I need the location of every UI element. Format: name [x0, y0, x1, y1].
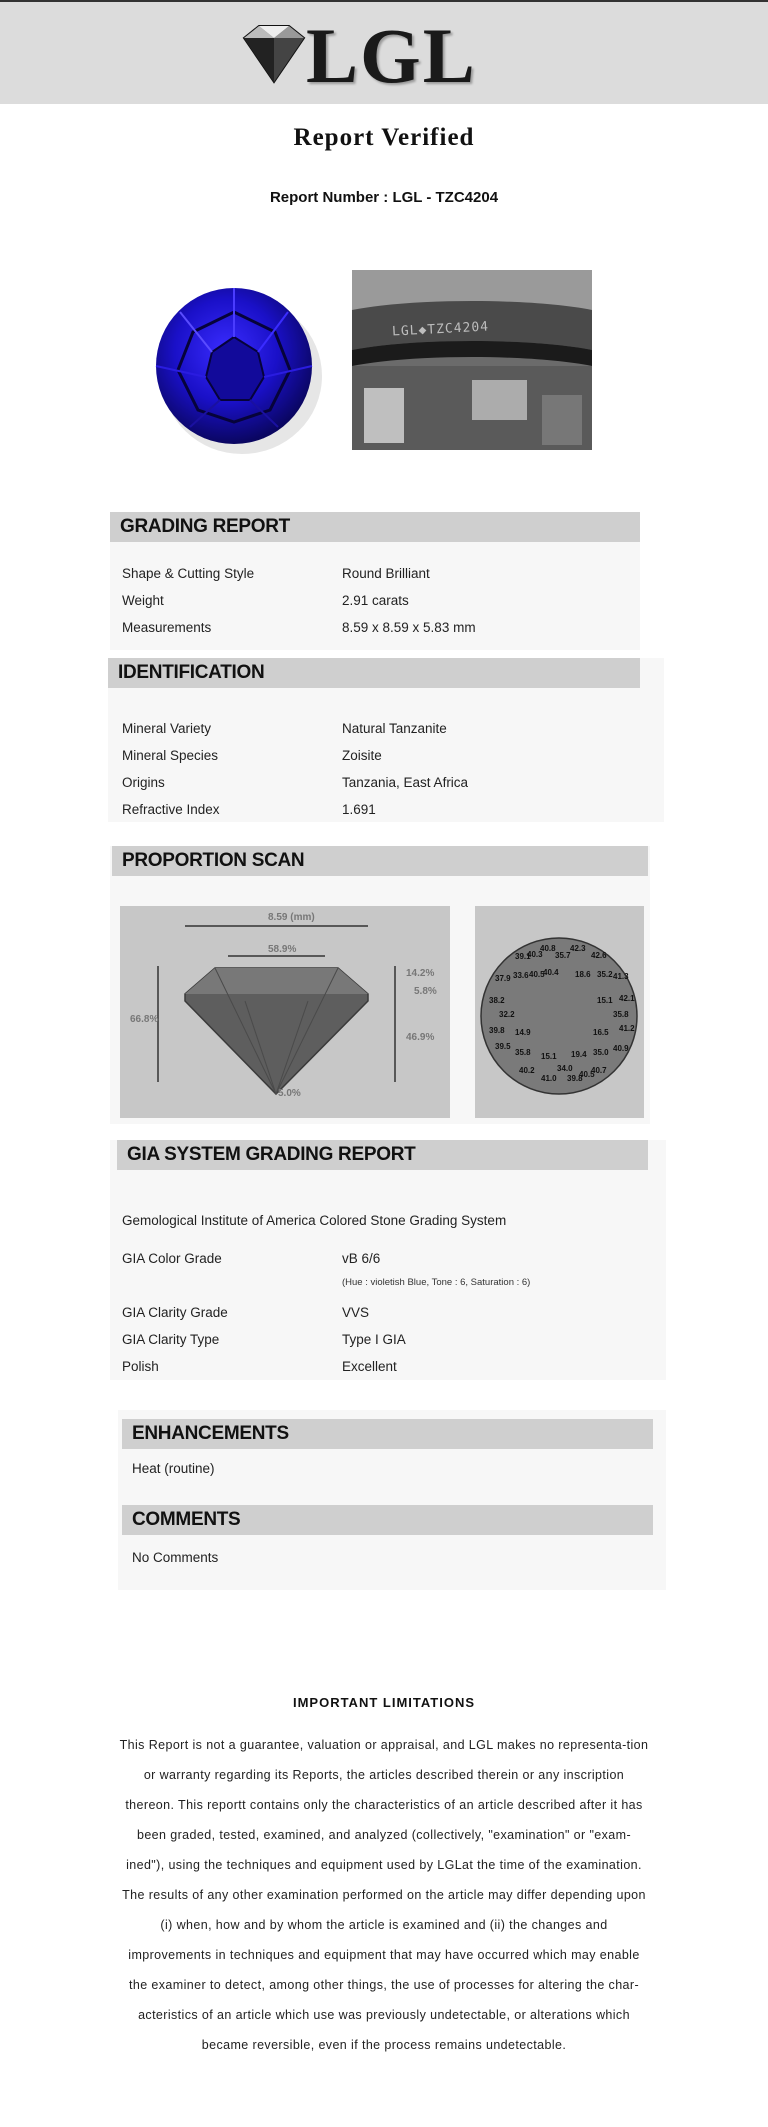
identification-row-value-3: 1.691: [342, 802, 376, 817]
map-value-0: 40.8: [540, 944, 556, 953]
map-value-18: 39.8: [489, 1026, 505, 1035]
map-value-1: 42.3: [570, 944, 586, 953]
enhancements-heading: ENHANCEMENTS: [122, 1419, 653, 1449]
map-value-25: 19.4: [571, 1050, 587, 1059]
gia-row-label-2: Polish: [122, 1359, 159, 1374]
map-value-2: 39.1: [515, 952, 531, 961]
map-value-13: 38.2: [489, 996, 505, 1005]
report-number: Report Number : LGL - TZC4204: [269, 189, 499, 206]
map-value-26: 35.0: [593, 1048, 609, 1057]
map-value-4: 35.7: [555, 951, 571, 960]
pavilion-pct-label: 46.9%: [406, 1032, 435, 1043]
grading-row-label-2: Measurements: [122, 620, 212, 635]
identification-row-value-2: Tanzania, East Africa: [342, 775, 469, 790]
map-value-17: 35.8: [613, 1010, 629, 1019]
map-value-14: 15.1: [597, 996, 613, 1005]
map-value-3: 40.3: [527, 950, 543, 959]
grading-row-value-0: Round Brilliant: [342, 566, 430, 581]
grading-row-value-2: 8.59 x 8.59 x 5.83 mm: [342, 620, 476, 635]
identification-row-label-2: Origins: [122, 775, 165, 790]
map-value-31: 41.0: [541, 1074, 557, 1083]
inscription-text: LGL◆TZC4204: [391, 319, 490, 340]
page-title: Report Verified: [293, 124, 475, 151]
map-value-20: 16.5: [593, 1028, 609, 1037]
limitations-text: This Report is not a guarantee, valuation or appraisal, and LGL makes no representa-tion or warranty regarding its Reports, the articles described therein or any inscription thereon. This reportt contains only the characteristics of an article described after it has been graded, tested, examined, and analyzed (collectively, "examination" or "exam-ined"), using the techniques and equipment used by LGLat the time of the examination. The results of any other examination performed on the article may differ depending upon (i) when, how and by whom the article is examined and (ii) the changes and improvements in techniques and equipment that may have occurred which may enable the examiner to detect, among other things, the use of processes for altering the char-acteristics of an article which use was previously undetectable, or alterations which became reversible, even if the process remains undetectable.: [119, 1738, 649, 2052]
map-value-28: 40.2: [519, 1066, 535, 1075]
map-value-16: 32.2: [499, 1010, 515, 1019]
diamond-icon: [234, 20, 314, 90]
map-value-10: 18.6: [575, 970, 591, 979]
grading-row-label-0: Shape & Cutting Style: [122, 566, 255, 581]
comments-heading: COMMENTS: [122, 1505, 653, 1535]
map-value-22: 39.5: [495, 1042, 511, 1051]
map-value-15: 42.1: [619, 994, 635, 1003]
map-value-6: 37.9: [495, 974, 511, 983]
gia-row-value-0: VVS: [342, 1305, 370, 1320]
gia-row-label-0: GIA Clarity Grade: [122, 1305, 228, 1320]
gia-system-text: Gemological Institute of America Colored Stone Grading System: [122, 1213, 507, 1228]
identification-row-label-3: Refractive Index: [122, 802, 220, 817]
map-value-24: 15.1: [541, 1052, 557, 1061]
lgl-logo: [234, 12, 484, 99]
profile-diagram: [120, 906, 450, 1118]
gia-row-value-2: Excellent: [342, 1359, 397, 1374]
map-value-23: 35.8: [515, 1048, 531, 1057]
gia-row-value-1: Type I GIA: [342, 1332, 406, 1347]
girdle-inscription-photo: [352, 270, 592, 450]
map-value-32: 39.8: [567, 1074, 583, 1083]
map-value-33: 40.5: [579, 1070, 595, 1079]
culet-pct-label: 5.0%: [278, 1088, 301, 1099]
map-value-19: 14.9: [515, 1028, 531, 1037]
grading-report-heading: GRADING REPORT: [110, 512, 640, 542]
logo-text: LGL: [306, 12, 477, 99]
thickness-map: [475, 906, 644, 1118]
gia-row-label-1: GIA Clarity Type: [122, 1332, 220, 1347]
limitations-heading: IMPORTANT LIMITATIONS: [292, 1695, 476, 1710]
gia-color-label: GIA Color Grade: [122, 1251, 222, 1266]
depth-pct-label: 66.8%: [130, 1014, 159, 1025]
grading-row-value-1: 2.91 carats: [342, 593, 409, 608]
proportion-scan-heading: PROPORTION SCAN: [112, 846, 648, 876]
map-value-8: 40.5: [529, 970, 545, 979]
map-value-21: 41.2: [619, 1024, 635, 1033]
map-value-12: 41.3: [613, 972, 629, 981]
comments-text: No Comments: [132, 1550, 219, 1565]
girdle-pct-label: 5.8%: [414, 986, 437, 997]
table-pct-label: 58.9%: [268, 944, 297, 955]
crown-pct-label: 14.2%: [406, 968, 435, 979]
map-value-29: 34.0: [557, 1064, 573, 1073]
enhancements-text: Heat (routine): [132, 1461, 215, 1476]
map-value-9: 40.4: [543, 968, 559, 977]
map-value-27: 40.9: [613, 1044, 629, 1053]
identification-heading: IDENTIFICATION: [108, 658, 640, 688]
gia-color-note: (Hue : violetish Blue, Tone : 6, Saturation : 6): [342, 1277, 531, 1288]
gia-color-value: vB 6/6: [342, 1251, 381, 1266]
diameter-label: 8.59 (mm): [268, 912, 315, 923]
gia-heading: GIA SYSTEM GRADING REPORT: [117, 1140, 648, 1170]
identification-row-value-0: Natural Tanzanite: [342, 721, 447, 736]
identification-row-value-1: Zoisite: [342, 748, 382, 763]
map-value-7: 33.6: [513, 971, 529, 980]
grading-row-label-1: Weight: [122, 593, 164, 608]
map-value-5: 42.6: [591, 951, 607, 960]
map-value-11: 35.2: [597, 970, 613, 979]
identification-row-label-0: Mineral Variety: [122, 721, 212, 736]
header-banner: [0, 2, 768, 104]
gemstone-image: [150, 282, 324, 456]
map-value-30: 40.7: [591, 1066, 607, 1075]
identification-row-label-1: Mineral Species: [122, 748, 219, 763]
